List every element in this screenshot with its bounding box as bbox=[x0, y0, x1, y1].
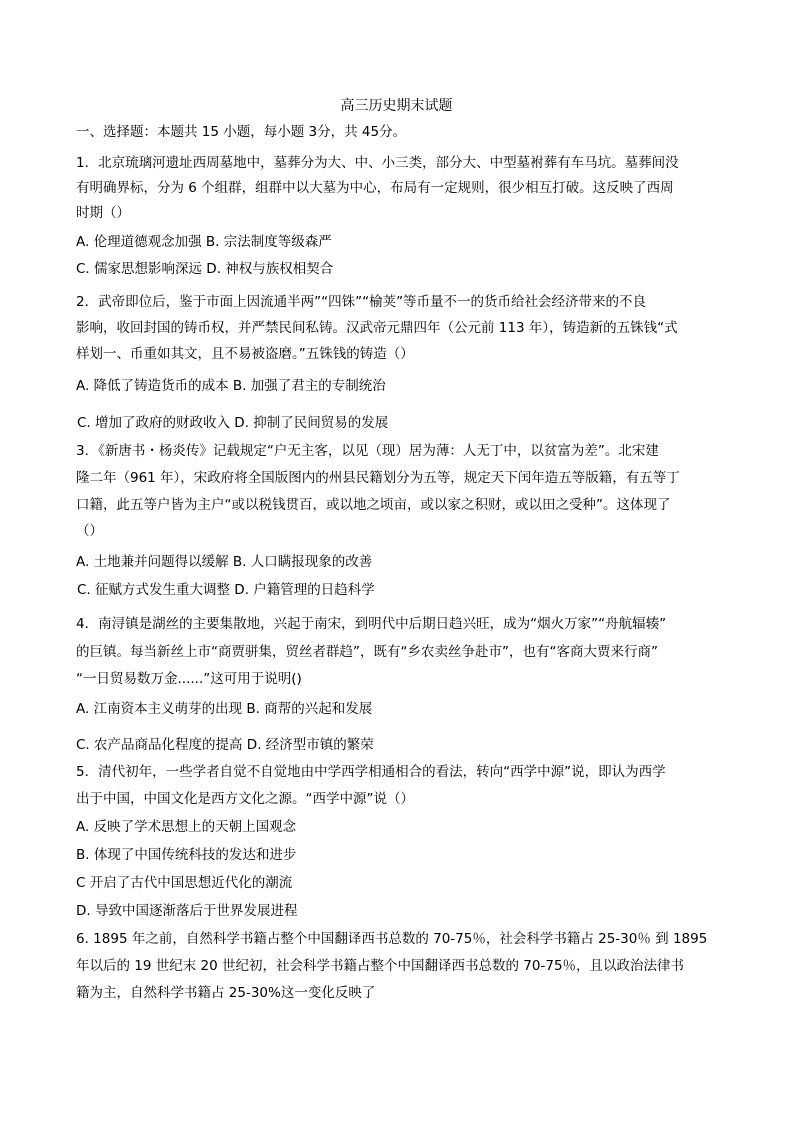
q1-stem-line: 时期（） bbox=[76, 205, 130, 221]
q5-stem-line: 5．清代初年，一些学者自觉不自觉地由中学西学相通相合的看法，转向“西学中源”说，即认为西学 bbox=[76, 764, 666, 780]
q6-stem-line: 年以后的 19 世纪末 20 世纪初，社会科学书籍占整个中国翻译西书总数的 70-75％，且以政治法律书 bbox=[76, 958, 685, 974]
q3-stem-line: 口籍，此五等户皆为主户“或以税钱贯百，或以地之顷亩，或以家之积财，或以田之受种”。这体现了 bbox=[76, 497, 671, 513]
q1-stem-line: 有明确界标，分为 6 个组群，组群中以大墓为中心，布局有一定规则，很少相互打破。这反映了西周 bbox=[76, 180, 674, 196]
q3-options-line: C. 征赋方式发生重大调整 D. 户籍管理的日趋科学 bbox=[77, 582, 375, 598]
q1-stem-line: 1．北京琉璃河遗址西周墓地中，墓葬分为大、中、小三类，部分大、中型墓袝葬有车马坑。墓葬间没 bbox=[76, 155, 679, 171]
q2-stem-line: 样划一、币重如其文，且不易被盗磨。”五铢钱的铸造（） bbox=[76, 346, 414, 362]
q5-options-line: A. 反映了学术思想上的天朝上国观念 bbox=[76, 819, 297, 835]
q4-stem-line: 4．南浔镇是湖丝的主要集散地，兴起于南宋，到明代中后期日趋兴旺，成为“烟火万家”“舟航辐辏” bbox=[76, 616, 667, 632]
q3-stem-line: 隆二年（961 年），宋政府将全国版图内的州县民籍划分为五等，规定天下闰年造五等版籍，有五等丁 bbox=[76, 470, 680, 486]
q2-options-line: C. 增加了政府的财政收入 D. 抑制了民间贸易的发展 bbox=[77, 415, 389, 431]
q4-stem-line: 的巨镇。每当新丝上市“商贾骈集，贸丝者群趋”，既有“乡农卖丝争赴市”，也有“客商大贾来行商” bbox=[76, 644, 658, 660]
q5-stem-line: 出于中国，中国文化是西方文化之源。“西学中源”说（） bbox=[76, 791, 414, 807]
q4-options-line: A. 江南资本主义萌芽的出现 B. 商帮的兴起和发展 bbox=[76, 701, 373, 717]
q1-options-line: C. 儒家思想影响深远 D. 神权与族权相契合 bbox=[76, 261, 334, 277]
q3-stem-line: 3．《新唐书・杨炎传》记载规定“户无主客，以见（现）居为薄：人无丁中，以贫富为差”。北宋建 bbox=[76, 443, 659, 459]
q5-options-line: B. 体现了中国传统科技的发达和进步 bbox=[76, 847, 297, 863]
q5-options-line: D. 导致中国逐渐落后于世界发展进程 bbox=[76, 903, 298, 919]
q3-options-line: A. 土地兼并问题得以缓解 B. 人口瞒报现象的改善 bbox=[76, 554, 373, 570]
q5-options-line: C 开启了古代中国思想近代化的潮流 bbox=[76, 875, 293, 891]
q3-stem-line: （） bbox=[76, 523, 103, 539]
q1-options-line: A. 伦理道德观念加强 B. 宗法制度等级森严 bbox=[76, 234, 332, 250]
q4-stem-line: “一日贸易数万金......”这可用于说明() bbox=[76, 671, 302, 687]
q4-options-line: C. 农产品商品化程度的提高 D. 经济型市镇的繁荣 bbox=[76, 737, 374, 753]
section-header: 一、选择题：本题共 15 小题，每小题 3分，共 45分。 bbox=[76, 124, 407, 140]
q6-stem-line: 籍为主，自然科学书籍占 25-30%这一变化反映了 bbox=[76, 985, 376, 1001]
q2-options-line: A. 降低了铸造货币的成本 B. 加强了君主的专制统治 bbox=[76, 378, 386, 394]
page-title: 高三历史期末试题 bbox=[340, 98, 453, 114]
q2-stem-line: 2．武帝即位后，鉴于市面上因流通半两”“四铢”“榆荚”等币量不一的货币给社会经济带来的不良 bbox=[76, 294, 647, 310]
q2-stem-line: 影响，收回封国的铸币权，并严禁民间私铸。汉武帝元鼎四年（公元前 113 年），铸造新的五铢钱“式 bbox=[76, 320, 678, 336]
q6-stem-line: 6. 1895 年之前，自然科学书籍占整个中国翻译西书总数的 70-75％，社会科学书籍占 25-30％ 到 1895 bbox=[76, 931, 708, 947]
